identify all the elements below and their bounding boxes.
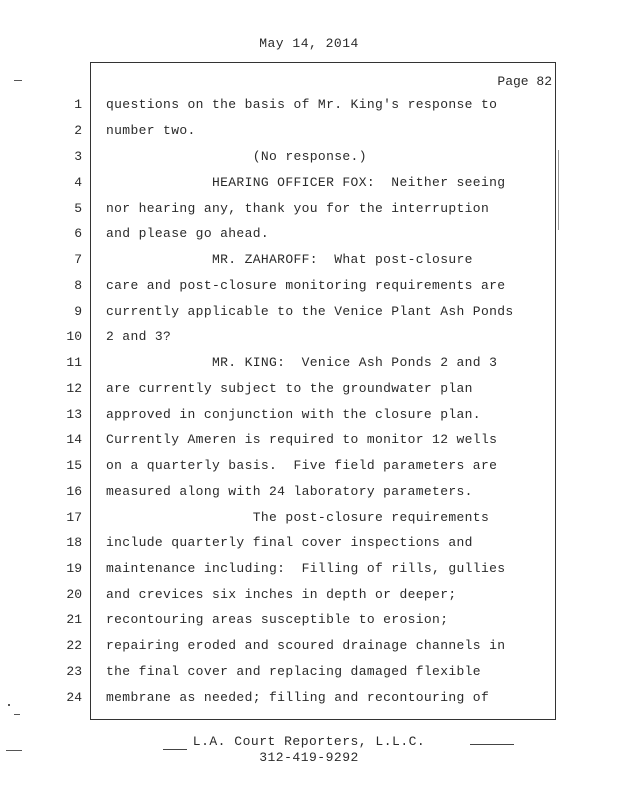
transcript-line: HEARING OFFICER FOX: Neither seeing bbox=[106, 175, 506, 190]
transcript-line: questions on the basis of Mr. King's response to bbox=[106, 97, 498, 112]
transcript-line: 2 and 3? bbox=[106, 329, 172, 344]
transcript-line: care and post-closure monitoring requirements are bbox=[106, 278, 506, 293]
transcript-line: approved in conjunction with the closure plan. bbox=[106, 407, 481, 422]
page-date: May 14, 2014 bbox=[259, 36, 359, 51]
transcript-line: MR. KING: Venice Ash Ponds 2 and 3 bbox=[106, 355, 498, 370]
scan-artifact bbox=[14, 714, 20, 715]
transcript-line: include quarterly final cover inspections and bbox=[106, 535, 473, 550]
transcript-line: membrane as needed; filling and recontouring of bbox=[106, 690, 490, 705]
scan-artifact bbox=[558, 150, 559, 230]
scan-artifact bbox=[6, 750, 22, 751]
line-number: 4 bbox=[74, 175, 82, 190]
line-number: 23 bbox=[66, 664, 82, 679]
transcript-line: nor hearing any, thank you for the interruption bbox=[106, 201, 490, 216]
line-number: 21 bbox=[66, 612, 82, 627]
page-number-label: Page 82 bbox=[497, 74, 552, 89]
line-number: 5 bbox=[74, 201, 82, 216]
transcript-line: and crevices six inches in depth or deeper; bbox=[106, 587, 457, 602]
transcript-line: on a quarterly basis. Five field parameters are bbox=[106, 458, 498, 473]
transcript-line: the final cover and replacing damaged flexible bbox=[106, 664, 481, 679]
scan-artifact bbox=[14, 80, 22, 81]
line-number: 22 bbox=[66, 638, 82, 653]
transcript-line: and please go ahead. bbox=[106, 226, 270, 241]
line-number: 1 bbox=[74, 97, 82, 112]
line-number: 18 bbox=[66, 535, 82, 550]
line-number: 8 bbox=[74, 278, 82, 293]
line-number: 10 bbox=[66, 329, 82, 344]
line-number: 6 bbox=[74, 226, 82, 241]
line-number: 15 bbox=[66, 458, 82, 473]
line-number: 2 bbox=[74, 123, 82, 138]
scan-artifact bbox=[8, 704, 10, 706]
transcript-line: (No response.) bbox=[106, 149, 367, 164]
line-number: 19 bbox=[66, 561, 82, 576]
transcript-line: currently applicable to the Venice Plant Ash Ponds bbox=[106, 304, 514, 319]
transcript-line: recontouring areas susceptible to erosion; bbox=[106, 612, 449, 627]
transcript-line: measured along with 24 laboratory parameters. bbox=[106, 484, 473, 499]
transcript-line: number two. bbox=[106, 123, 196, 138]
line-number: 24 bbox=[66, 690, 82, 705]
line-number: 17 bbox=[66, 510, 82, 525]
line-number: 7 bbox=[74, 252, 82, 267]
transcript-line: MR. ZAHAROFF: What post-closure bbox=[106, 252, 473, 267]
line-number: 9 bbox=[74, 304, 82, 319]
transcript-line: The post-closure requirements bbox=[106, 510, 490, 525]
line-number: 16 bbox=[66, 484, 82, 499]
line-number: 20 bbox=[66, 587, 82, 602]
line-number: 3 bbox=[74, 149, 82, 164]
transcript-line: repairing eroded and scoured drainage channels in bbox=[106, 638, 506, 653]
line-number: 14 bbox=[66, 432, 82, 447]
line-number: 13 bbox=[66, 407, 82, 422]
transcript-line: are currently subject to the groundwater plan bbox=[106, 381, 473, 396]
transcript-line: Currently Ameren is required to monitor 12 wells bbox=[106, 432, 498, 447]
footer-phone: 312-419-9292 bbox=[259, 750, 359, 765]
line-number: 12 bbox=[66, 381, 82, 396]
footer-reporter-name: L.A. Court Reporters, L.L.C. bbox=[192, 734, 426, 749]
line-number: 11 bbox=[66, 355, 82, 370]
transcript-line: maintenance including: Filling of rills, gullies bbox=[106, 561, 506, 576]
